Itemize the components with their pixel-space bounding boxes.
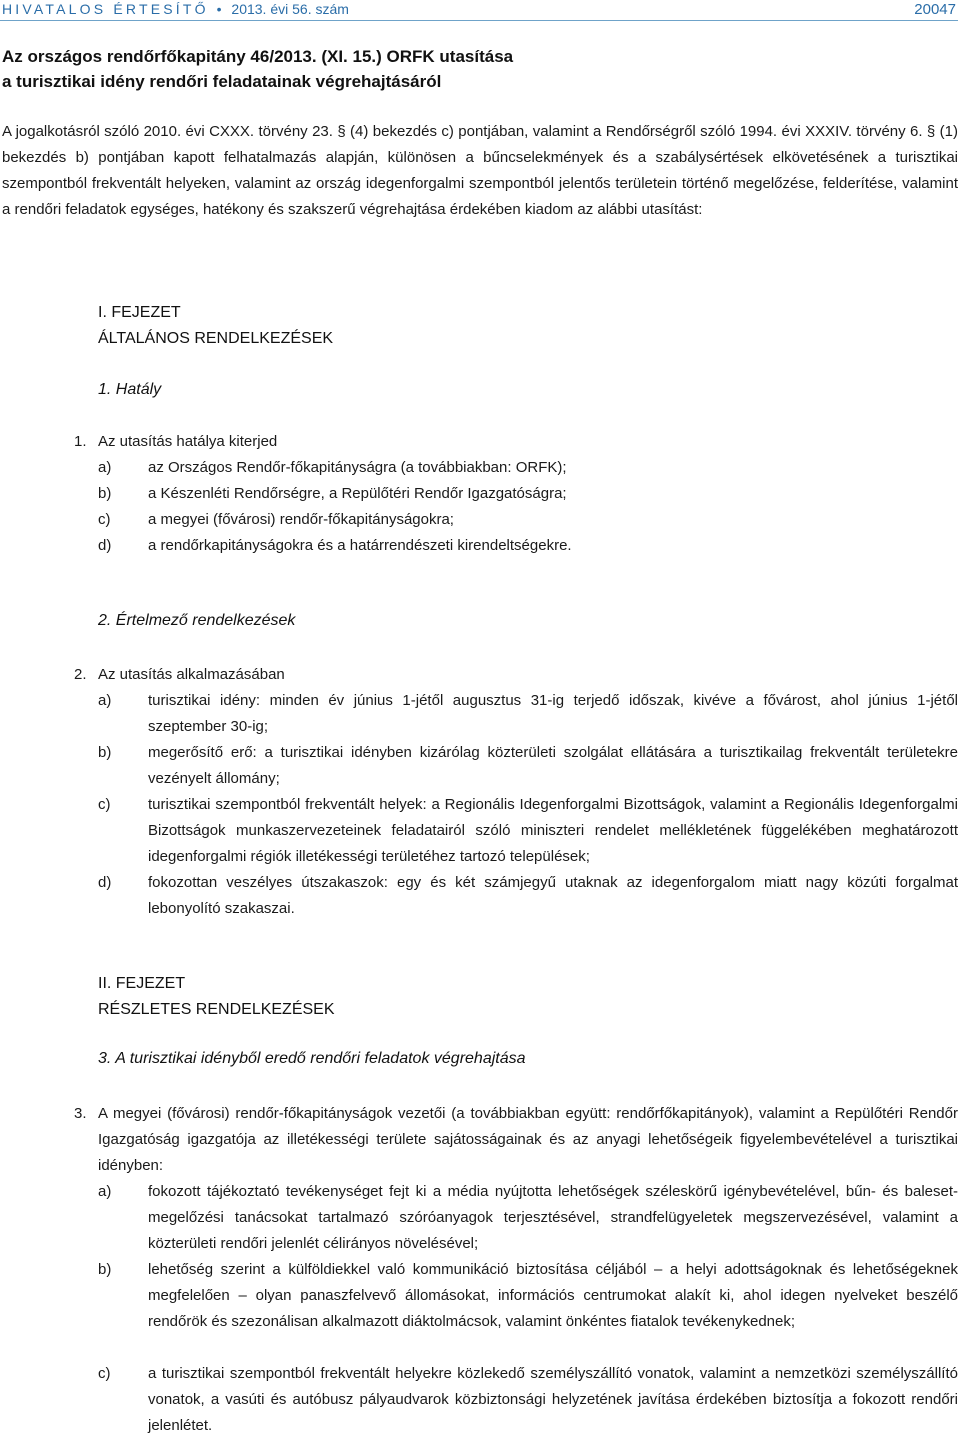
- item-text: lehetőség szerint a külföldiekkel való kommunikáció biztosítása céljából – a helyi adottságoknak és lehetőségeknek megfelelően – olyan panaszfelvevő állomásokat, információs centrumokat alakít ki, ahol idegen nyelveket beszélő rendőrök és szezonálisan alkalmazott diáktolmácsok, valamint önkéntes fiatalok tevékenykednek;: [148, 1261, 958, 1330]
- para-3-item-b: [98, 1257, 958, 1335]
- para-3-item-c: [98, 1361, 958, 1439]
- item-text: fokozottan veszélyes útszakaszok: egy és két számjegyű utaknak az idegenforgalom miatt nagy közúti forgalmat lebonyolító szakaszai.: [148, 874, 958, 917]
- para-2-item-d: [98, 870, 958, 922]
- section-2-heading: 2. Értelmező rendelkezések: [98, 612, 296, 629]
- page-number: 20047: [914, 1, 956, 18]
- item-text: a Készenléti Rendőrségre, a Repülőtéri Rendőr Igazgatóságra;: [148, 485, 567, 502]
- para-1-item-b: [98, 481, 958, 507]
- item-text: turisztikai idény: minden év június 1-jétől augusztus 31-ig terjedő időszak, kivéve a fővárost, ahol június 1-jétől szeptember 30-ig;: [148, 692, 958, 735]
- chapter-1-title: ÁLTALÁNOS RENDELKEZÉSEK: [98, 330, 334, 347]
- chapter-2-number: II. FEJEZET: [98, 975, 186, 992]
- item-label: a): [98, 1183, 112, 1200]
- para-2-text: Az utasítás alkalmazásában: [98, 666, 285, 683]
- para-1-item-c: [98, 507, 958, 533]
- item-label: d): [98, 874, 112, 891]
- preamble: [2, 119, 958, 223]
- item-label: c): [98, 1365, 111, 1382]
- chapter-2-heading: [98, 971, 335, 1023]
- para-3-item-a: [98, 1179, 958, 1257]
- chapter-2-title: RÉSZLETES RENDELKEZÉSEK: [98, 1001, 335, 1018]
- item-label: a): [98, 459, 112, 476]
- chapter-1-heading: [98, 300, 333, 352]
- item-text: az Országos Rendőr-főkapitányságra (a továbbiakban: ORFK);: [148, 459, 567, 476]
- header-left: [2, 1, 349, 17]
- item-label: b): [98, 1261, 112, 1278]
- para-2-item-c: [98, 792, 958, 870]
- item-text: a rendőrkapitányságokra és a határrendészeti kirendeltségekre.: [148, 537, 572, 554]
- item-text: a megyei (fővárosi) rendőr-főkapitányságokra;: [148, 511, 454, 528]
- item-label: b): [98, 485, 112, 502]
- item-label: c): [98, 511, 111, 528]
- para-1-item-d: [98, 533, 958, 559]
- item-label: a): [98, 692, 112, 709]
- item-label: d): [98, 537, 112, 554]
- para-1-number: 1.: [74, 433, 87, 450]
- item-label: c): [98, 796, 111, 813]
- item-text: turisztikai szempontból frekventált helyek: a Regionális Idegenforgalmi Bizottságok, valamint a Regionális Idegenforgalmi Bizottságok munkaszervezeteinek feladatairól szóló miniszteri rendelet mellékletének függelékében meghatározott idegenforgalmi régiók illetékességi területéhez tartozó települések;: [148, 796, 958, 865]
- section-3-heading: 3. A turisztikai idényből eredő rendőri feladatok végrehajtása: [98, 1050, 526, 1067]
- para-3-number: 3.: [74, 1105, 87, 1122]
- chapter-1-number: I. FEJEZET: [98, 304, 181, 321]
- document-title: [2, 44, 952, 94]
- para-2-number: 2.: [74, 666, 87, 683]
- section-1-heading: 1. Hatály: [98, 381, 162, 398]
- item-text: megerősítő erő: a turisztikai idényben kizárólag közterületi szolgálat ellátására a turisztikailag frekventált területekre vezényelt állomány;: [148, 744, 958, 787]
- para-3-text: A megyei (fővárosi) rendőr-főkapitányságok vezetői (a továbbiakban együtt: rendőrfőkapitányok), valamint a Repülőtéri Rendőr Igazgatóság igazgatója az illetékességi területe sajátosságainak és az anyagi lehetőségeik figyelembevételével a turisztikai idényben:: [98, 1105, 958, 1174]
- page-header: [0, 0, 958, 21]
- item-text: a turisztikai szempontból frekventált helyekre közlekedő személyszállító vonatok, valamint a nemzetközi személyszállító vonatok, a vasúti és autóbusz pályaudvarok közbiztonsági helyzetének javítása érdekében biztosítja a fokozott rendőri jelenlétet.: [148, 1365, 958, 1434]
- issue-info: 2013. évi 56. szám: [231, 1, 349, 17]
- header-bullet: •: [216, 1, 222, 17]
- preamble-text: A jogalkotásról szóló 2010. évi CXXX. törvény 23. § (4) bekezdés c) pontjában, valamint a Rendőrségről szóló 1994. évi XXXIV. törvény 6. § (1) bekezdés b) pontjában kapott felhatalmazás alapján, különösen a bűncselekmények és a szabálysértések elkövetésének a turisztikai szempontból frekventált helyeken, valamint az ország idegenforgalmi szempontból jelentős területein történő megelőzése, felderítése, valamint a rendőri feladatok egységes, hatékony és szakszerű végrehajtása érdekében kiadom az alábbi utasítást:: [2, 123, 958, 218]
- item-text: fokozott tájékoztató tevékenységet fejt ki a média nyújtotta lehetőségek széleskörű igénybevételével, bűn- és baleset-megelőzési tanácsokat tartalmazó szóróanyagok terjesztésével, strandfelügyeletek megszervezésével, valamint a közterületi rendőri jelenlét célirányos növelésével;: [148, 1183, 958, 1252]
- para-2-item-b: [98, 740, 958, 792]
- title-line-2: a turisztikai idény rendőri feladatainak végrehajtásáról: [2, 72, 442, 91]
- para-1-item-a: [98, 455, 958, 481]
- para-1-text: Az utasítás hatálya kiterjed: [98, 433, 278, 450]
- publication-name: HIVATALOS ÉRTESÍTŐ: [2, 1, 209, 17]
- item-label: b): [98, 744, 112, 761]
- para-2-item-a: [98, 688, 958, 740]
- title-line-1: Az országos rendőrfőkapitány 46/2013. (XI. 15.) ORFK utasítása: [2, 47, 514, 66]
